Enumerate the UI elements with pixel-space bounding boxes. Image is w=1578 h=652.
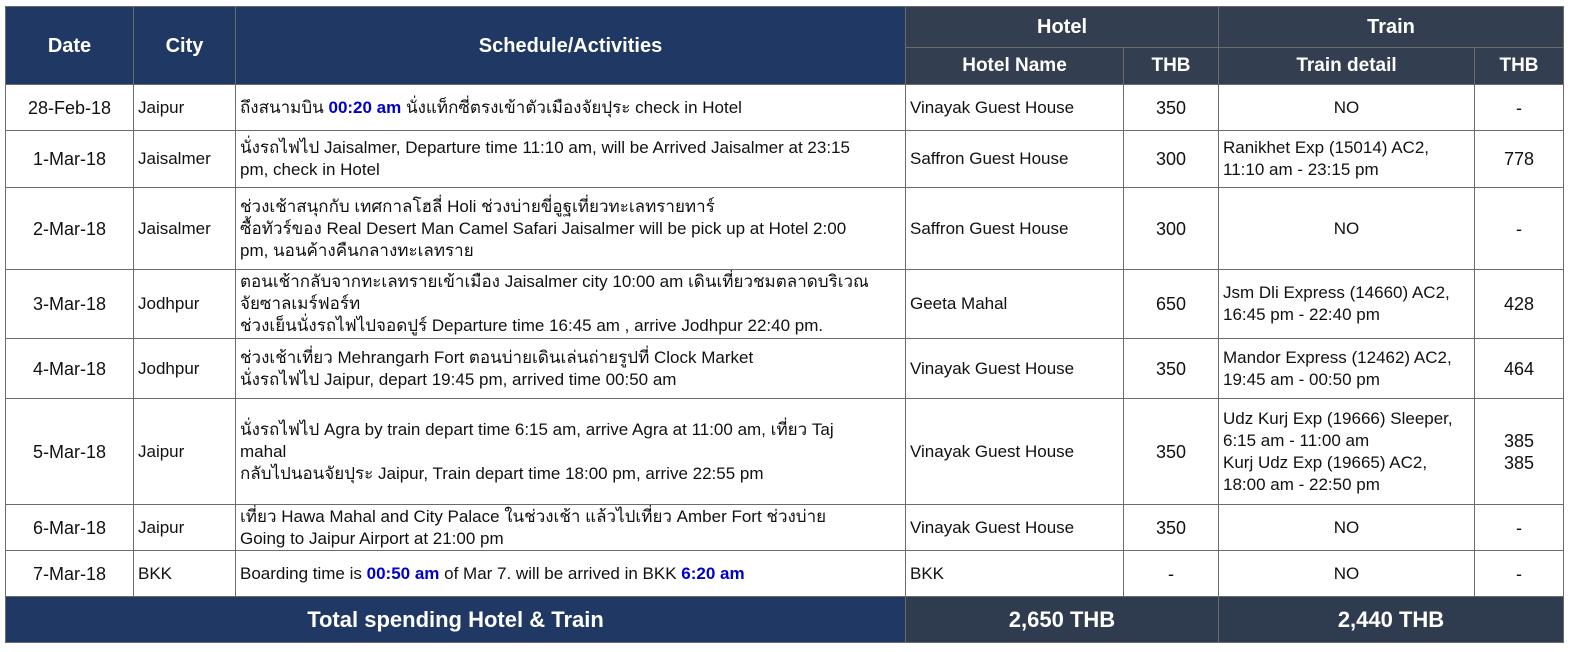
schedule-cell [236,188,906,270]
schedule-line: pm, นอนค้างคืนกลางทะเลทราย [240,240,474,260]
city-cell: Jaisalmer [134,131,236,188]
schedule-line: ตอนเช้ากลับจากทะเลทรายเข้าเมือง Jaisalmer city 10:00 am เดินเที่ยวชมตลาดบริเวณ [240,272,869,291]
hotel-name-cell: Vinayak Guest House [906,85,1124,131]
train-detail-cell [1219,399,1475,505]
itinerary-table-wrapper [5,6,1564,643]
header-train-thb: THB [1475,48,1564,85]
table-row [6,270,1564,339]
schedule-text: นั่งแท็กซี่ตรงเข้าตัวเมืองจัยปุระ check in Hotel [401,97,742,117]
city-cell: Jaisalmer [134,188,236,270]
date-cell: 1-Mar-18 [6,131,134,188]
city-cell: Jaipur [134,399,236,505]
train-detail-line: 6:15 am - 11:00 am [1223,430,1370,450]
train-thb-cell: 778 [1475,131,1564,188]
train-detail-line: 19:45 am - 00:50 pm [1223,369,1380,389]
schedule-line: ช่วงเย็นนั่งรถไฟไปจอดปูร์ Departure time 16:45 am , arrive Jodhpur 22:40 pm. [240,316,824,335]
hotel-thb-cell: - [1124,551,1219,597]
train-detail-line: Udz Kurj Exp (19666) Sleeper, [1223,408,1453,428]
schedule-line: กลับไปนอนจัยปุระ Jaipur, Train depart time 18:00 pm, arrive 22:55 pm [240,463,764,483]
schedule-line: เที่ยว Hawa Mahal and City Palace ในช่วงเช้า แล้วไปเที่ยว Amber Fort ช่วงบ่าย [240,506,827,526]
hotel-thb-cell: 300 [1124,131,1219,188]
hotel-thb-cell: 300 [1124,188,1219,270]
schedule-line: ซื้อทัวร์ของ Real Desert Man Camel Safari Jaisalmer will be pick up at Hotel 2:00 [240,218,847,238]
hotel-name-cell: Saffron Guest House [906,188,1124,270]
hotel-thb-cell: 350 [1124,399,1219,505]
schedule-cell [236,339,906,399]
train-thb-cell: - [1475,505,1564,551]
header-schedule: Schedule/Activities [236,7,906,85]
train-thb-cell: - [1475,188,1564,270]
hotel-name-cell: Vinayak Guest House [906,399,1124,505]
train-detail-cell: NO [1219,505,1475,551]
header-city: City [134,7,236,85]
schedule-line: ช่วงเช้าสนุกกับ เทศกาลโฮลี่ Holi ช่วงบ่ายขี่อูฐเที่ยวทะเลทรายทาร์ [240,196,715,216]
table-row [6,188,1564,270]
table-row [6,505,1564,551]
train-detail-line: Kurj Udz Exp (19665) AC2, [1223,452,1428,472]
schedule-line: นั่งรถไฟไป Jaipur, depart 19:45 pm, arrived time 00:50 am [240,369,677,389]
schedule-cell [236,551,906,597]
table-row [6,551,1564,597]
schedule-time-highlight: 00:20 am [328,97,402,117]
train-detail-cell [1219,131,1475,188]
hotel-thb-cell: 650 [1124,270,1219,339]
train-detail-line: 11:10 am - 23:15 pm [1223,160,1379,179]
train-thb-cell: 464 [1475,339,1564,399]
schedule-time-highlight: 6:20 am [681,563,745,583]
schedule-time-highlight: 00:50 am [366,563,440,583]
hotel-thb-cell: 350 [1124,339,1219,399]
hotel-name-cell: Saffron Guest House [906,131,1124,188]
date-cell: 5-Mar-18 [6,399,134,505]
date-cell: 2-Mar-18 [6,188,134,270]
train-thb-cell: 428 [1475,270,1564,339]
schedule-text: of Mar 7. will be arrived in BKK [439,563,682,583]
schedule-cell [236,131,906,188]
hotel-name-cell: BKK [906,551,1124,597]
train-detail-line: 16:45 pm - 22:40 pm [1223,305,1380,324]
hotel-name-cell: Geeta Mahal [906,270,1124,339]
train-thb-cell: - [1475,551,1564,597]
header-hotel: Hotel [906,7,1219,48]
train-thb-line: 385 [1503,430,1535,451]
schedule-cell [236,399,906,505]
header-hotel-thb: THB [1124,48,1219,85]
schedule-cell [236,505,906,551]
train-detail-cell [1219,270,1475,339]
date-cell: 28-Feb-18 [6,85,134,131]
itinerary-table [5,6,1564,643]
total-train: 2,440 THB [1219,597,1564,643]
train-detail-cell: NO [1219,85,1475,131]
train-detail-cell: NO [1219,551,1475,597]
table-row [6,85,1564,131]
total-row [6,597,1564,643]
schedule-line: pm, check in Hotel [240,160,380,179]
train-thb-line: 385 [1503,452,1535,473]
train-detail-line: Mandor Express (12462) AC2, [1223,347,1452,367]
date-cell: 4-Mar-18 [6,339,134,399]
schedule-line: mahal [240,441,287,461]
header-date: Date [6,7,134,85]
train-detail-line: 18:00 am - 22:50 pm [1223,474,1380,494]
table-row [6,339,1564,399]
schedule-line: Going to Jaipur Airport at 21:00 pm [240,528,504,548]
schedule-line: นั่งรถไฟไป Jaisalmer, Departure time 11:10 am, will be Arrived Jaisalmer at 23:15 [240,138,850,157]
hotel-thb-cell: 350 [1124,85,1219,131]
date-cell: 3-Mar-18 [6,270,134,339]
hotel-name-cell: Vinayak Guest House [906,505,1124,551]
city-cell: BKK [134,551,236,597]
train-thb-cell: - [1475,85,1564,131]
schedule-text: Boarding time is [240,563,367,583]
header-train: Train [1219,7,1564,48]
city-cell: Jaipur [134,505,236,551]
header-hotel-name: Hotel Name [906,48,1124,85]
city-cell: Jodhpur [134,270,236,339]
train-thb-cell [1475,399,1564,505]
hotel-thb-cell: 350 [1124,505,1219,551]
table-row [6,131,1564,188]
train-detail-line: Ranikhet Exp (15014) AC2, [1223,138,1430,157]
schedule-line: ช่วงเช้าเที่ยว Mehrangarh Fort ตอนบ่ายเดินเล่นถ่ายรูปที่ Clock Market [240,347,754,367]
schedule-line: จัยซาลเมร์ฟอร์ท [240,294,361,313]
date-cell: 7-Mar-18 [6,551,134,597]
schedule-cell [236,270,906,339]
date-cell: 6-Mar-18 [6,505,134,551]
city-cell: Jodhpur [134,339,236,399]
schedule-line: นั่งรถไฟไป Agra by train depart time 6:15 am, arrive Agra at 11:00 am, เที่ยว Taj [240,419,834,439]
train-detail-cell [1219,339,1475,399]
train-detail-line: Jsm Dli Express (14660) AC2, [1223,283,1450,302]
hotel-name-cell: Vinayak Guest House [906,339,1124,399]
train-detail-cell: NO [1219,188,1475,270]
table-row [6,399,1564,505]
city-cell: Jaipur [134,85,236,131]
total-label: Total spending Hotel & Train [6,597,906,643]
schedule-text: ถึงสนามบิน [240,97,329,117]
header-train-detail: Train detail [1219,48,1475,85]
total-hotel: 2,650 THB [906,597,1219,643]
schedule-cell [236,85,906,131]
